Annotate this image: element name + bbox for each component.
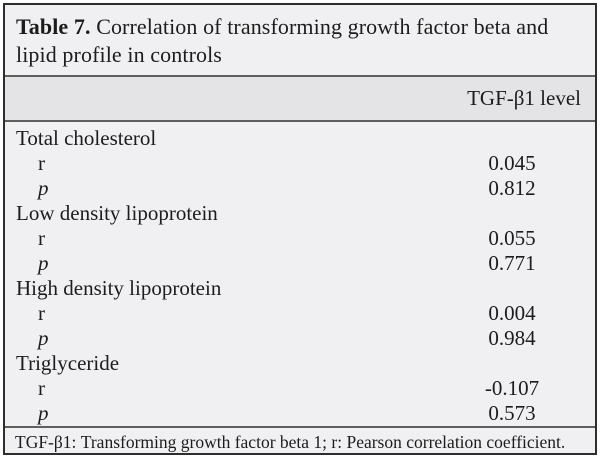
column-header-tgf-b1-level: TGF-β1 level	[467, 86, 581, 110]
stat-label-p: p	[38, 401, 49, 425]
stat-label-p: p	[38, 251, 49, 275]
group-row-triglyceride	[5, 351, 595, 376]
p-value: 0.573	[488, 401, 536, 425]
stat-label-r: r	[38, 376, 45, 400]
r-value: 0.045	[488, 151, 536, 175]
stat-label-r: r	[38, 301, 45, 325]
table-caption	[5, 5, 595, 75]
stat-row-r	[5, 301, 595, 326]
group-row-total-cholesterol	[5, 126, 595, 151]
table-panel	[3, 3, 597, 455]
stat-row-r	[5, 226, 595, 251]
stat-row-r	[5, 376, 595, 401]
group-label: Total cholesterol	[16, 126, 157, 150]
group-label: High density lipoprotein	[16, 276, 222, 300]
table-header-row	[5, 75, 595, 122]
table-footnote: TGF-β1: Transforming growth factor beta 1; r: Pearson correlation coefficient.	[5, 426, 595, 455]
table-body	[5, 122, 595, 426]
group-label: Triglyceride	[16, 351, 120, 375]
stat-label-p: p	[38, 326, 49, 350]
p-value: 0.771	[488, 251, 536, 275]
group-label: Low density lipoprotein	[16, 201, 218, 225]
group-row-low-density-lipoprotein	[5, 201, 595, 226]
stat-label-r: r	[38, 151, 45, 175]
stat-row-p	[5, 401, 595, 426]
r-value: 0.055	[488, 226, 536, 250]
caption-text: Correlation of transforming growth factor beta and lipid profile in controls	[16, 14, 549, 67]
p-value: 0.812	[488, 176, 536, 200]
group-row-high-density-lipoprotein	[5, 276, 595, 301]
r-value: 0.004	[488, 301, 536, 325]
stat-row-r	[5, 151, 595, 176]
stat-row-p	[5, 326, 595, 351]
stat-label-p: p	[38, 176, 49, 200]
caption-table-number: Table 7.	[16, 14, 91, 39]
stat-label-r: r	[38, 226, 45, 250]
r-value: -0.107	[484, 376, 540, 400]
p-value: 0.984	[488, 326, 536, 350]
stat-row-p	[5, 176, 595, 201]
stat-row-p	[5, 251, 595, 276]
